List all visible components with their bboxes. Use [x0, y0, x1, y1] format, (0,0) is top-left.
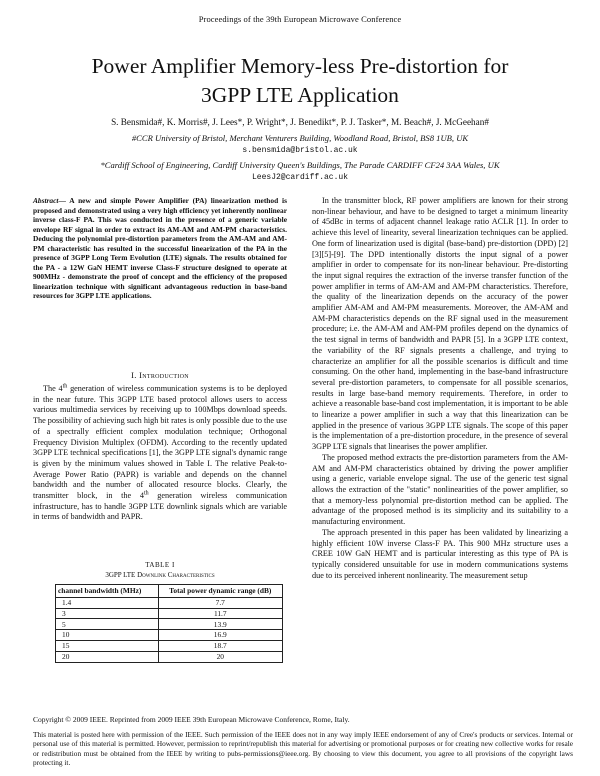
- copyright-line: Copyright © 2009 IEEE. Reprinted from 2009 IEEE 39th European Microwave Conference, Rome, Italy.: [33, 715, 350, 724]
- permission-notice: This material is posted here with permission of the IEEE. Such permission of the IEEE does not in any way imply IEEE endorsement of any of Cree's products or services. Internal or personal use of this material is permitted. However, permission to reprint/republish this material for advertising or promotional purposes or for creating new collective works for resale or redistribution must be obtained from the IEEE by writing to pubs-permissions@ieee.org. By choosing to view this document, you agree to all provisions of the copyright laws protecting it.: [33, 730, 573, 768]
- abstract-label: Abstract: [33, 196, 59, 205]
- table-caption: 3GPP LTE Downlink Characteristics: [105, 571, 215, 579]
- table-number: TABLE I: [145, 561, 175, 569]
- lte-characteristics-table: [55, 584, 283, 663]
- table-cell-bandwidth: 3: [56, 608, 159, 619]
- affiliation-cardiff: *Cardiff School of Engineering, Cardiff University Queen's Buildings, The Parade CARDIFF CF24 3AA Wales, UK: [100, 160, 500, 170]
- table-header-dynamic-range: Total power dynamic range (dB): [158, 585, 282, 598]
- right-paragraph-1: In the transmitter block, RF power amplifiers are known for their strong non-linear behaviour, and have to be designed to target a minimum linearity of 45dBc in terms of adjacent channel leakage ratio ACLR [1]. In order to achieve this level of linearity, several linearization techniques can be applied. One form of linearization used is digital (base-band) pre-distortion (DPD) [2][3][5]-[9]. The DPD intentionally distorts the input signal of a power amplifier in order to compensate for its non-linear behaviour. Pre-distorting the input signal requires the extraction of the inverse transfer function of the power amplifier in terms of AM-AM and AM-PM characteristics. Therefore, the quality of the linearization depends on the accuracy of the power amplifier AM-AM and AM-PM measurements. Moreover, the AM-AM and AM-PM characteristics depends on the RF signal used in the measurement procedure; i.e. the AM-AM and AM-PM profiles depend on the dynamics of the test signal in terms of bandwidth and PAPR [5]. In a 3GPP LTE context, the variability of the RF signals presents a challenge, and trying to characterize an amplifier for all the possible scenarios is difficult and time consuming. On the other hand, implementing in the base-band infrastructure several pre-distortion parameters, to compensate for all possible scenarios, results in large base-band memory requirements. Therefore, in order to achieve a reasonable base-band cost implementation, it is important to be able to linearize a power amplifier in such a way that this linearization can be applied in the presence of various 3GPP LTE signals. The scope of this paper is the implementation of a pre-distortion procedure, in the presence of several 3GPP LTE signals that linearises the power amplifier.: [312, 196, 568, 452]
- table-cell-bandwidth: 1.4: [56, 597, 159, 608]
- table-header-bandwidth: channel bandwidth (MHz): [56, 585, 159, 598]
- table-row: [56, 619, 283, 630]
- table-cell-bandwidth: 20: [56, 651, 159, 662]
- table-cell-dynamic-range: 7.7: [158, 597, 282, 608]
- table-row: [56, 608, 283, 619]
- affiliation-bristol: #CCR University of Bristol, Merchant Venturers Building, Woodland Road, Bristol, BS8 1UB, UK: [131, 133, 469, 143]
- table-cell-dynamic-range: 16.9: [158, 630, 282, 641]
- section-heading-introduction: I. Introduction: [131, 370, 189, 380]
- title-line-1: Power Amplifier Memory-less Pre-distortion for: [91, 54, 509, 78]
- table-row: [56, 640, 283, 651]
- right-column-body: [312, 196, 568, 581]
- title-line-2: 3GPP LTE Application: [201, 83, 399, 107]
- table-cell-dynamic-range: 18.7: [158, 640, 282, 651]
- introduction-body: [33, 384, 287, 523]
- table-cell-bandwidth: 5: [56, 619, 159, 630]
- author-list: S. Bensmida#, K. Morris#, J. Lees*, P. Wright*, J. Benedikt*, P. J. Tasker*, M. Beach#, J. McGeehan#: [111, 117, 489, 127]
- paper-title: [40, 52, 560, 110]
- proceedings-header: Proceedings of the 39th European Microwave Conference: [198, 14, 402, 24]
- table-cell-bandwidth: 10: [56, 630, 159, 641]
- table-row: [56, 651, 283, 662]
- right-paragraph-3: The approach presented in this paper has been validated by linearizing a highly efficient 10W inverse Class-F PA. This 900 MHz structure uses a CREE 10W GaN HEMT and is particular interesting as this type of PA is typically considered unsuitable for use in modern communications systems due to its perceived inherent nonlinearity. The measurement setup: [312, 527, 568, 580]
- table-cell-dynamic-range: 11.7: [158, 608, 282, 619]
- table-cell-dynamic-range: 13.9: [158, 619, 282, 630]
- table-row: [56, 597, 283, 608]
- abstract: [33, 196, 287, 301]
- email-cardiff[interactable]: LeesJ2@cardiff.ac.uk: [251, 173, 348, 182]
- abstract-text: — A new and simple Power Amplifier (PA) linearization method is proposed and demonstrated using a very high efficiency yet inherently nonlinear inverse class-F PA. This was conducted in the presence of a generic variable envelope RF signal in order to extract its AM-AM and AM-PM characteristics. Deducing the polynomial pre-distortion parameters from the AM-AM and AM-PM characteristic has resulted in the successful linearization of the PA in the presence of 3GPP Long Term Evolution (LTE) signals. The results obtained for the PA - a 12W GaN HEMT inverse Class-F structure designed to operate at 900MHz - demonstrate the proof of concept and the efficiency of the proposed linearization technique with significant advantageous reduction in base-band resources for 3GPP LTE applications.: [33, 196, 287, 300]
- table-cell-bandwidth: 15: [56, 640, 159, 651]
- email-bristol[interactable]: s.bensmida@bristol.ac.uk: [242, 146, 358, 155]
- introduction-paragraph: The 4th generation of wireless communication systems is to be deployed in the near future. This 3GPP LTE based protocol allows users to access various multimedia services by receiving up to 100Mbps download speeds. The possibility of achieving such high bit rates is only possible due to the use of a spectrally efficient complex modulation technique; Orthogonal Frequency Division Multiplex (OFDM). According to the recently updated 3GPP LTE technical specifications [1], the 3GPP LTE signal's dynamic range is given by the minimum values showed in Table I. The relative Peak-to-Average Power Ratio (PAPR) is variable and depends on the channel bandwidth and the number of allocated resource blocks. Clearly, the transmitter block, in the 4th generation wireless communication infrastructure, has to handle 3GPP LTE downlink signals which are variable in terms of bandwidth and PAPR.: [33, 383, 287, 522]
- table-cell-dynamic-range: 20: [158, 651, 282, 662]
- table-row: [56, 630, 283, 641]
- right-paragraph-2: The proposed method extracts the pre-distortion parameters from the AM-AM and AM-PM characteristics obtained by driving the power amplifier using a generic, variable envelope signal. The use of the generic test signal allows the extraction of the "static" nonlinearities of the power amplifier, so that a memory-less polynomial pre-distortion method can be applied. The advantage of the proposed method is its simplicity and its suitability to a manufacturing environment.: [312, 452, 568, 527]
